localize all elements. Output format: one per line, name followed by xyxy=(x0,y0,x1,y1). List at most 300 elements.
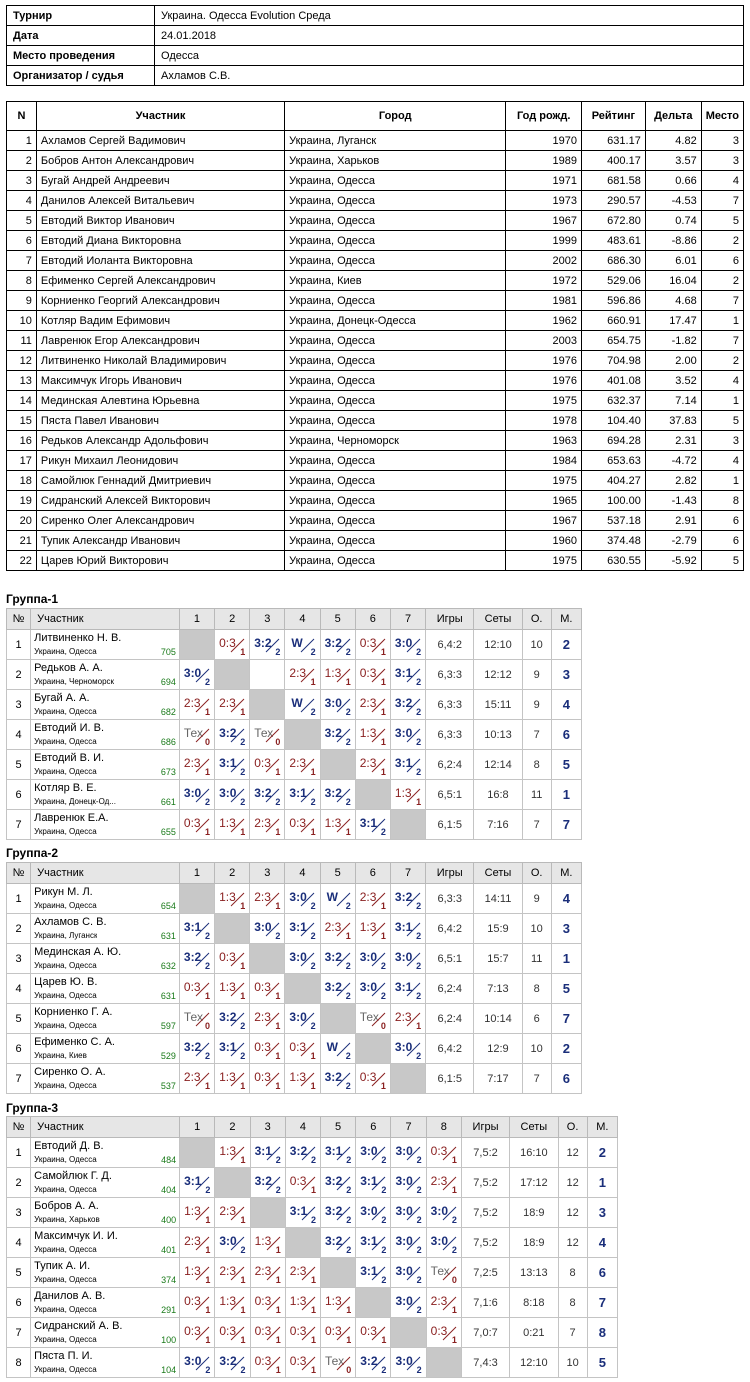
player-name[interactable]: Литвиненко Н. В. xyxy=(34,632,122,644)
match-result-cell[interactable] xyxy=(285,630,320,660)
match-points: 2 xyxy=(240,1245,246,1255)
match-points: 2 xyxy=(275,1155,281,1165)
participant-cell: Бугай Андрей Андреевич xyxy=(36,171,284,191)
match-result-cell[interactable] xyxy=(391,1198,426,1228)
match-result-cell[interactable] xyxy=(215,944,250,974)
match-result-cell[interactable] xyxy=(180,1198,215,1228)
match-points: 2 xyxy=(275,647,281,657)
match-result-cell[interactable] xyxy=(391,1288,426,1318)
match-result-cell[interactable] xyxy=(250,1064,285,1094)
match-points: 1 xyxy=(381,1335,387,1345)
match-result-cell[interactable] xyxy=(180,1318,215,1348)
player-name[interactable]: Сидранский А. В. xyxy=(34,1320,123,1332)
match-result-cell[interactable] xyxy=(179,690,214,720)
match-result-cell[interactable] xyxy=(215,1138,250,1168)
player-name[interactable]: Котляр В. Е. xyxy=(34,782,97,794)
player-rating: 631 xyxy=(160,931,176,941)
player-city: Украина, Одесса xyxy=(34,991,97,1000)
participant-cell: 8 xyxy=(701,491,743,511)
match-result-cell[interactable] xyxy=(320,720,355,750)
match-result-cell[interactable] xyxy=(215,690,250,720)
match-result-cell[interactable] xyxy=(215,1228,250,1258)
match-result-cell[interactable] xyxy=(285,1138,320,1168)
participant-cell: 2002 xyxy=(506,251,582,271)
match-points: 2 xyxy=(416,1275,422,1285)
player-name[interactable]: Мединская А. Ю. xyxy=(34,946,122,958)
match-points: 1 xyxy=(451,1155,457,1165)
match-score: 3:1 xyxy=(219,756,237,770)
match-result-cell[interactable] xyxy=(391,1138,426,1168)
match-result-cell[interactable] xyxy=(390,690,425,720)
participant-cell: 3 xyxy=(701,131,743,151)
match-result-cell[interactable] xyxy=(426,1228,461,1258)
self-cell xyxy=(390,810,425,840)
player-name[interactable]: Самойлюк Г. Д. xyxy=(34,1170,112,1182)
column-header: Участник xyxy=(31,609,180,630)
match-result-cell[interactable] xyxy=(426,1288,461,1318)
match-result-cell[interactable] xyxy=(250,660,285,690)
match-result-cell[interactable] xyxy=(179,810,214,840)
participant-cell: 2 xyxy=(701,271,743,291)
match-score: 0:3 xyxy=(289,1040,307,1054)
match-result-cell[interactable] xyxy=(390,660,425,690)
player-name[interactable]: Ахламов С. В. xyxy=(34,916,107,928)
match-result-cell[interactable] xyxy=(321,1318,356,1348)
participant-cell: Украина, Донецк-Одесса xyxy=(285,311,506,331)
match-result-cell[interactable] xyxy=(215,1348,250,1378)
match-points: 2 xyxy=(416,1051,422,1061)
match-result-cell[interactable] xyxy=(321,1138,356,1168)
match-result-cell[interactable] xyxy=(356,1138,391,1168)
match-result-cell[interactable] xyxy=(355,750,390,780)
match-result-cell[interactable] xyxy=(355,1064,390,1094)
points-value: 12 xyxy=(558,1168,587,1198)
match-result-cell[interactable] xyxy=(355,884,390,914)
match-points: 1 xyxy=(380,737,386,747)
match-result-cell[interactable] xyxy=(215,1258,250,1288)
match-result-cell[interactable] xyxy=(285,914,320,944)
match-result-cell[interactable] xyxy=(285,1034,320,1064)
participant-cell: Евтодий Иоланта Викторовна xyxy=(36,251,284,271)
match-result-cell[interactable] xyxy=(356,1318,391,1348)
match-result-cell[interactable] xyxy=(285,1064,320,1094)
match-result-cell[interactable] xyxy=(250,780,285,810)
player-name[interactable]: Редьков А. А. xyxy=(34,662,103,674)
match-score: 3:2 xyxy=(219,1354,237,1368)
match-score: 3:1 xyxy=(289,1204,308,1218)
participant-cell: Максимчук Игорь Иванович xyxy=(36,371,284,391)
player-name[interactable]: Бугай А. А. xyxy=(34,692,90,704)
match-points: 2 xyxy=(240,1051,246,1061)
match-result-cell[interactable] xyxy=(215,1198,250,1228)
participant-cell: 630.55 xyxy=(581,551,645,571)
match-result-cell[interactable] xyxy=(179,780,214,810)
participant-cell: 632.37 xyxy=(581,391,645,411)
match-result-cell[interactable] xyxy=(320,884,355,914)
match-result-cell[interactable] xyxy=(426,1318,461,1348)
match-result-cell[interactable] xyxy=(215,1064,250,1094)
match-points: 2 xyxy=(416,931,422,941)
participant-row xyxy=(7,151,744,171)
player-city: Украина, Донецк-Од... xyxy=(34,797,116,806)
match-result-cell[interactable] xyxy=(391,1348,426,1378)
player-number: 7 xyxy=(7,810,31,840)
match-result-cell[interactable] xyxy=(355,660,390,690)
match-result-cell[interactable] xyxy=(390,1034,425,1064)
match-result-cell[interactable] xyxy=(320,1034,355,1064)
match-result-cell[interactable] xyxy=(320,810,355,840)
match-score: 0:3 xyxy=(219,1324,237,1338)
player-name[interactable]: Лавренюк Е.А. xyxy=(34,812,109,824)
participant-row xyxy=(7,311,744,331)
match-result-cell[interactable] xyxy=(320,974,355,1004)
match-result-cell[interactable] xyxy=(215,810,250,840)
match-result-cell[interactable] xyxy=(390,914,425,944)
player-name[interactable]: Евтодий И. В. xyxy=(34,722,105,734)
column-header: Город xyxy=(285,102,506,131)
participant-cell: -4.72 xyxy=(645,451,701,471)
match-points: 1 xyxy=(275,767,281,777)
match-result-cell[interactable] xyxy=(250,884,285,914)
info-row xyxy=(7,46,744,66)
match-result-cell[interactable] xyxy=(250,1348,285,1378)
player-name[interactable]: Корниенко Г. А. xyxy=(34,1006,113,1018)
match-score: Тех xyxy=(430,1264,450,1278)
match-result-cell[interactable] xyxy=(215,630,250,660)
player-number: 5 xyxy=(7,750,31,780)
match-result-cell[interactable] xyxy=(250,1318,285,1348)
match-result-cell[interactable] xyxy=(321,1228,356,1258)
match-result-cell[interactable] xyxy=(250,1288,285,1318)
match-result-cell[interactable] xyxy=(426,1198,461,1228)
player-info xyxy=(34,1183,176,1197)
match-score: 3:2 xyxy=(324,636,342,650)
match-points: 1 xyxy=(275,991,281,1001)
match-points: 2 xyxy=(310,707,316,717)
match-result-cell[interactable] xyxy=(285,1348,320,1378)
player-city: Украина, Одесса xyxy=(34,1155,97,1164)
match-score: 3:0 xyxy=(360,1204,378,1218)
match-result-cell[interactable] xyxy=(320,630,355,660)
match-result-cell[interactable] xyxy=(250,1258,285,1288)
match-result-cell[interactable] xyxy=(180,1228,215,1258)
participant-cell: Украина, Одесса xyxy=(285,371,506,391)
games-value: 7,5:2 xyxy=(461,1228,509,1258)
self-cell xyxy=(250,1198,285,1228)
player-name[interactable]: Максимчук И. И. xyxy=(34,1230,118,1242)
player-name[interactable]: Тупик А. И. xyxy=(34,1260,91,1272)
participant-cell: 401.08 xyxy=(581,371,645,391)
match-result-cell[interactable] xyxy=(285,1258,320,1288)
match-result-cell[interactable] xyxy=(180,1168,215,1198)
match-points: 2 xyxy=(346,1185,352,1195)
match-score: 3:1 xyxy=(359,816,378,830)
player-cell xyxy=(31,1198,180,1228)
match-result-cell[interactable] xyxy=(390,884,425,914)
column-header: М. xyxy=(587,1117,617,1138)
match-result-cell[interactable] xyxy=(250,1228,285,1258)
match-result-cell[interactable] xyxy=(179,1004,214,1034)
games-value: 6,2:4 xyxy=(426,750,474,780)
match-result-cell[interactable] xyxy=(320,914,355,944)
match-score: 3:2 xyxy=(394,696,413,710)
match-result-cell[interactable] xyxy=(355,914,390,944)
participant-row xyxy=(7,531,744,551)
match-points: 1 xyxy=(205,991,211,1001)
match-points: 0 xyxy=(451,1275,457,1285)
match-points: 2 xyxy=(240,1021,246,1031)
games-value: 6,4:2 xyxy=(426,630,474,660)
match-score: 1:3 xyxy=(325,1294,342,1308)
match-result-cell[interactable] xyxy=(179,720,214,750)
match-result-cell[interactable] xyxy=(285,1004,320,1034)
match-result-cell[interactable] xyxy=(179,1034,214,1064)
player-info xyxy=(34,1273,176,1287)
match-result-cell[interactable] xyxy=(356,1198,391,1228)
match-score: 3:1 xyxy=(394,666,413,680)
match-result-cell[interactable] xyxy=(391,1168,426,1198)
match-points: 2 xyxy=(205,677,211,687)
match-result-cell[interactable] xyxy=(285,690,320,720)
participant-cell: 1970 xyxy=(506,131,582,151)
opponent-column-header: 3 xyxy=(250,1117,285,1138)
match-points: 1 xyxy=(275,1021,281,1031)
match-result-cell[interactable] xyxy=(355,974,390,1004)
match-result-cell[interactable] xyxy=(215,1288,250,1318)
match-result-cell[interactable] xyxy=(250,630,285,660)
player-name[interactable]: Евтодий В. И. xyxy=(34,752,105,764)
sets-value: 7:13 xyxy=(474,974,522,1004)
place-value: 1 xyxy=(551,944,581,974)
match-score: 3:1 xyxy=(394,756,413,770)
match-result-cell[interactable] xyxy=(390,750,425,780)
player-city: Украина, Одесса xyxy=(34,1305,97,1314)
match-result-cell[interactable] xyxy=(179,974,214,1004)
column-header: № xyxy=(7,609,31,630)
match-result-cell[interactable] xyxy=(215,974,250,1004)
match-score: 3:1 xyxy=(325,1144,343,1158)
match-result-cell[interactable] xyxy=(320,690,355,720)
self-cell xyxy=(390,1064,425,1094)
match-result-cell[interactable] xyxy=(250,810,285,840)
match-points: 1 xyxy=(380,707,386,717)
match-result-cell[interactable] xyxy=(355,810,390,840)
match-result-cell[interactable] xyxy=(285,1288,320,1318)
match-result-cell[interactable] xyxy=(250,720,285,750)
match-result-cell[interactable] xyxy=(285,1168,320,1198)
participant-cell: 0.74 xyxy=(645,211,701,231)
match-result-cell[interactable] xyxy=(250,1034,285,1064)
match-result-cell[interactable] xyxy=(250,914,285,944)
self-cell xyxy=(285,1228,320,1258)
match-result-cell[interactable] xyxy=(355,944,390,974)
player-city: Украина, Одесса xyxy=(34,1081,97,1090)
column-header: Место xyxy=(701,102,743,131)
match-points: 2 xyxy=(416,961,422,971)
match-result-cell[interactable] xyxy=(250,750,285,780)
match-result-cell[interactable] xyxy=(355,690,390,720)
match-result-cell[interactable] xyxy=(179,750,214,780)
player-number: 8 xyxy=(7,1348,31,1378)
group-table xyxy=(6,1116,618,1378)
player-name[interactable]: Рикун М. Л. xyxy=(34,886,93,898)
match-score: Тех xyxy=(254,726,274,740)
player-name[interactable]: Бобров А. А. xyxy=(34,1200,99,1212)
match-result-cell[interactable] xyxy=(180,1258,215,1288)
place-value: 5 xyxy=(587,1348,617,1378)
player-name[interactable]: Евтодий Д. В. xyxy=(34,1140,104,1152)
place-value: 6 xyxy=(551,720,581,750)
match-score: 3:2 xyxy=(324,1070,342,1084)
match-result-cell[interactable] xyxy=(391,1258,426,1288)
match-result-cell[interactable] xyxy=(356,1348,391,1378)
match-result-cell[interactable] xyxy=(356,1258,391,1288)
match-result-cell[interactable] xyxy=(320,1064,355,1094)
match-points: 1 xyxy=(380,677,386,687)
match-points: 2 xyxy=(310,931,316,941)
place-value: 7 xyxy=(587,1288,617,1318)
match-result-cell[interactable] xyxy=(285,660,320,690)
points-value: 12 xyxy=(558,1198,587,1228)
match-score: 3:0 xyxy=(359,980,378,994)
group-player-row xyxy=(7,1318,618,1348)
match-result-cell[interactable] xyxy=(215,1318,250,1348)
player-cell xyxy=(31,884,180,914)
match-result-cell[interactable] xyxy=(179,1064,214,1094)
player-number: 6 xyxy=(7,780,31,810)
match-result-cell[interactable] xyxy=(321,1168,356,1198)
match-result-cell[interactable] xyxy=(250,1004,285,1034)
match-result-cell[interactable] xyxy=(355,720,390,750)
match-result-cell[interactable] xyxy=(426,1168,461,1198)
match-result-cell[interactable] xyxy=(355,630,390,660)
match-result-cell[interactable] xyxy=(285,1318,320,1348)
match-result-cell[interactable] xyxy=(321,1348,356,1378)
tournament-info-table xyxy=(6,5,744,86)
match-result-cell[interactable] xyxy=(391,1228,426,1258)
place-value: 5 xyxy=(551,974,581,1004)
player-name[interactable]: Данилов А. В. xyxy=(34,1290,106,1302)
participant-cell: -2.79 xyxy=(645,531,701,551)
match-result-cell[interactable] xyxy=(180,1288,215,1318)
match-result-cell[interactable] xyxy=(355,1004,390,1034)
points-value: 11 xyxy=(522,944,551,974)
match-score: 1:3 xyxy=(289,1070,307,1084)
match-result-cell[interactable] xyxy=(426,1258,461,1288)
column-header: № xyxy=(7,1117,31,1138)
participant-cell: 7.14 xyxy=(645,391,701,411)
sets-value: 14:11 xyxy=(474,884,522,914)
match-result-cell[interactable] xyxy=(321,1198,356,1228)
match-result-cell[interactable] xyxy=(285,884,320,914)
points-value: 12 xyxy=(558,1228,587,1258)
self-cell xyxy=(426,1348,461,1378)
match-result-cell[interactable] xyxy=(285,810,320,840)
participant-cell: 1975 xyxy=(506,471,582,491)
match-points: 2 xyxy=(205,1051,211,1061)
participant-cell: 7 xyxy=(701,191,743,211)
match-result-cell[interactable] xyxy=(285,944,320,974)
points-value: 7 xyxy=(522,720,551,750)
participant-cell: Бобров Антон Александрович xyxy=(36,151,284,171)
sets-value: 7:16 xyxy=(474,810,522,840)
match-result-cell[interactable] xyxy=(179,914,214,944)
match-points: 1 xyxy=(451,1305,457,1315)
match-result-cell[interactable] xyxy=(356,1168,391,1198)
match-points: 2 xyxy=(205,931,211,941)
games-value: 6,4:2 xyxy=(426,914,474,944)
player-name[interactable]: Пяста П. И. xyxy=(34,1350,93,1362)
match-result-cell[interactable] xyxy=(321,1288,356,1318)
player-name[interactable]: Ефименко С. А. xyxy=(34,1036,115,1048)
match-score: 1:3 xyxy=(184,1264,201,1278)
match-points: 1 xyxy=(275,901,281,911)
match-result-cell[interactable] xyxy=(215,1004,250,1034)
match-score: 3:2 xyxy=(324,980,342,994)
group-player-row xyxy=(7,690,582,720)
match-result-cell[interactable] xyxy=(179,944,214,974)
player-name[interactable]: Сиренко О. А. xyxy=(34,1066,106,1078)
match-result-cell[interactable] xyxy=(320,780,355,810)
match-points: 2 xyxy=(381,1155,387,1165)
group-header-row xyxy=(7,609,582,630)
match-result-cell[interactable] xyxy=(179,660,214,690)
participant-cell: Царев Юрий Викторович xyxy=(36,551,284,571)
participant-cell: Мединская Алевтина Юрьевна xyxy=(36,391,284,411)
match-result-cell[interactable] xyxy=(390,974,425,1004)
match-points: 1 xyxy=(310,1051,316,1061)
player-cell xyxy=(31,1348,180,1378)
match-result-cell[interactable] xyxy=(285,1198,320,1228)
match-result-cell[interactable] xyxy=(390,944,425,974)
match-result-cell[interactable] xyxy=(320,660,355,690)
match-result-cell[interactable] xyxy=(390,1004,425,1034)
place-value: 2 xyxy=(587,1138,617,1168)
participant-row xyxy=(7,491,744,511)
info-row xyxy=(7,26,744,46)
match-points: 2 xyxy=(416,1185,422,1195)
match-result-cell[interactable] xyxy=(285,780,320,810)
match-score: 0:3 xyxy=(254,1354,272,1368)
match-result-cell[interactable] xyxy=(426,1138,461,1168)
self-cell xyxy=(355,1034,390,1064)
match-result-cell[interactable] xyxy=(356,1228,391,1258)
match-result-cell[interactable] xyxy=(215,780,250,810)
match-result-cell[interactable] xyxy=(390,720,425,750)
match-result-cell[interactable] xyxy=(320,944,355,974)
participant-cell: 1989 xyxy=(506,151,582,171)
match-points: 1 xyxy=(240,647,246,657)
match-points: 2 xyxy=(345,797,351,807)
match-score: 3:1 xyxy=(360,1234,378,1248)
participant-cell: Евтодий Виктор Иванович xyxy=(36,211,284,231)
match-result-cell[interactable] xyxy=(215,720,250,750)
match-result-cell[interactable] xyxy=(215,1034,250,1064)
match-result-cell[interactable] xyxy=(180,1348,215,1378)
match-result-cell[interactable] xyxy=(215,884,250,914)
match-score: 3:0 xyxy=(360,1144,378,1158)
match-result-cell[interactable] xyxy=(285,750,320,780)
match-points: 2 xyxy=(381,1365,387,1375)
match-result-cell[interactable] xyxy=(390,630,425,660)
match-result-cell[interactable] xyxy=(390,780,425,810)
match-result-cell[interactable] xyxy=(250,1168,285,1198)
match-result-cell[interactable] xyxy=(215,750,250,780)
match-result-cell[interactable] xyxy=(250,974,285,1004)
match-result-cell[interactable] xyxy=(250,1138,285,1168)
participant-cell: Украина, Одесса xyxy=(285,171,506,191)
player-name[interactable]: Царев Ю. В. xyxy=(34,976,98,988)
